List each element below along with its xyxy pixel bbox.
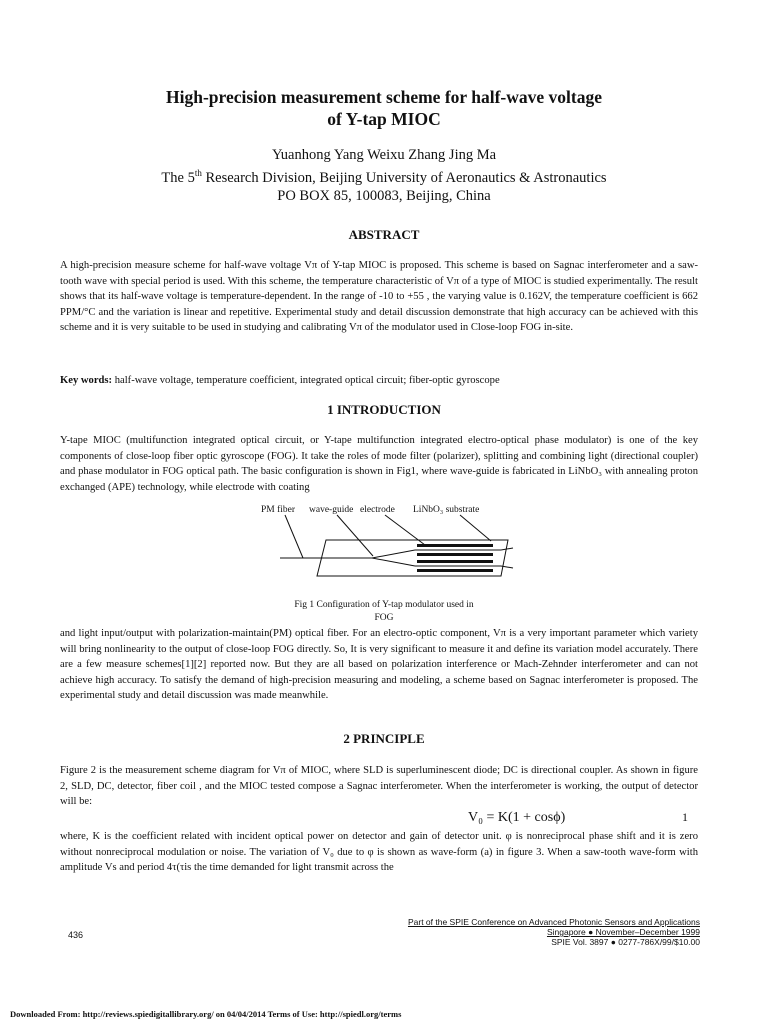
abstract-text: A high-precision measure scheme for half-wave voltage Vπ of Y-tap MIOC is proposed. This scheme is based on Sagnac interferometer and a saw-tooth wave with special period is used. With this scheme, the temperature characteristic of Vπ of a type of MIOC is studied experimentally. The result shows that its half-wave voltage is temperature-dependent. In the range of -10 to +55 , the varying value is 0.162V, the temperature coefficient is 662 PPM/°C and the variation is linear and repetitive. Experimental study and detail discussion demonstrate that high accuracy can be achieved with this scheme and it is very suitable to be used in studying and calibrating Vπ of the modulator used in Close-loop FOG in-site. [60, 260, 698, 333]
author-block [0, 146, 768, 205]
electrode-1 [417, 544, 493, 547]
equation-1 [468, 810, 708, 826]
leader-pm-fiber [285, 515, 303, 558]
label-pm-fiber: PM fiber [261, 505, 296, 515]
principle-paragraph-1: Figure 2 is the measurement scheme diagram for Vπ of MIOC, where SLD is superluminescent diode; DC is directional coupler. As shown in figure 2, SLD, DC, detector, fiber coil , and the MIOC tested compose a Sagnac interferometer. When the interferometer is working, the output of detector will be: [60, 765, 698, 807]
figure-1 [255, 501, 515, 601]
abstract-heading: ABSTRACT [348, 227, 420, 242]
figure-1-caption: Fig 1 Configuration of Y-tap modulator used in FOG [294, 600, 474, 623]
download-note: Downloaded From: http://reviews.spiedigitallibrary.org/ on 04/04/2014 Terms of Use: http://spiedl.org/terms [10, 1009, 402, 1019]
footer-line-2: Singapore ● November–December 1999 [546, 927, 700, 937]
paper-title [0, 86, 768, 130]
keywords-text: half-wave voltage, temperature coefficient, integrated optical circuit; fiber-optic gyroscope [112, 375, 500, 386]
affiliation: The 5th Research Division, Beijing University of Aeronautics & Astronautics [161, 168, 607, 186]
page-number: 436 [68, 930, 84, 940]
electrodes [417, 544, 493, 572]
label-waveguide: wave-guide [309, 505, 354, 515]
leader-substrate [460, 515, 491, 541]
label-substrate: LiNbO₃ substrate [413, 505, 480, 515]
conference-footer [408, 917, 700, 947]
principle-paragraph-2: where, K is the coefficient related with incident optical power on detector and gain of detector unit. φ is nonreciprocal phase shift and it is zero without nonreciprocal modulation or noise. The variation of V₀ due to φ is shown as wave-form (a) in figure 3. When a saw-tooth wave-form with amplitude Vs and period 4τ(τis the time demanded for light transmit across the [60, 831, 698, 873]
title-line-1: High-precision measurement scheme for half-wave voltage [166, 87, 602, 107]
label-electrode: electrode [360, 505, 395, 515]
waveguide-branch-upper [372, 550, 415, 558]
footer-line-3: SPIE Vol. 3897 ● 0277-786X/99/$10.00 [551, 937, 700, 947]
electrode-2 [417, 553, 493, 556]
introduction-paragraph-2: and light input/output with polarization-maintain(PM) optical fiber. For an electro-optic component, Vπ is a very important parameter which variety will bring nonlinearity to the output of close-loop FOG directly. So, It is very significant to measure it and define its variation model accurately. There are a few measure schemes[1][2] reported now. But they are all based on polarization interference or Mach-Zehnder interferometer and can not achieve high accuracy. To satisfy the demand of high-precision measuring and modeling, a scheme based on Sagnac interferometer is proposed. The experimental study and detail discussion was made meanwhile. [60, 628, 698, 701]
modulator-diagram [255, 501, 515, 601]
leader-waveguide [337, 515, 373, 556]
keywords-label: Key words: [60, 375, 113, 386]
keywords [60, 374, 700, 388]
principle-heading: 2 PRINCIPLE [343, 731, 425, 746]
electrode-3 [417, 560, 493, 563]
title-line-2: of Y-tap MIOC [327, 109, 441, 129]
author-names: Yuanhong Yang Weixu Zhang Jing Ma [271, 147, 497, 163]
electrode-4 [417, 569, 493, 572]
waveguide-branch-lower [372, 558, 415, 566]
equation-number: 1 [682, 810, 688, 824]
equation-text: V₀ = K(1 + cosϕ) [468, 810, 566, 825]
address: PO BOX 85, 100083, Beijing, China [277, 187, 491, 204]
footer-line-1: Part of the SPIE Conference on Advanced Photonic Sensors and Applications [407, 917, 700, 927]
introduction-heading: 1 INTRODUCTION [327, 402, 441, 417]
introduction-paragraph-1: Y-tape MIOC (multifunction integrated optical circuit, or Y-tape multifunction integrated electro-optical phase modulator) is one of the key components of close-loop fiber optic gyroscope (FOG). It take the roles of mode filter (polarizer), splitting and combining light (directional coupler) and phase modulator in FOG optical path. The basic configuration is shown in Fig1, where wave-guide is fabricated in LiNbO₃ with annealing proton exchanged (APE) technology, while electrode with coating [60, 435, 698, 493]
output-fiber-upper [501, 548, 513, 550]
